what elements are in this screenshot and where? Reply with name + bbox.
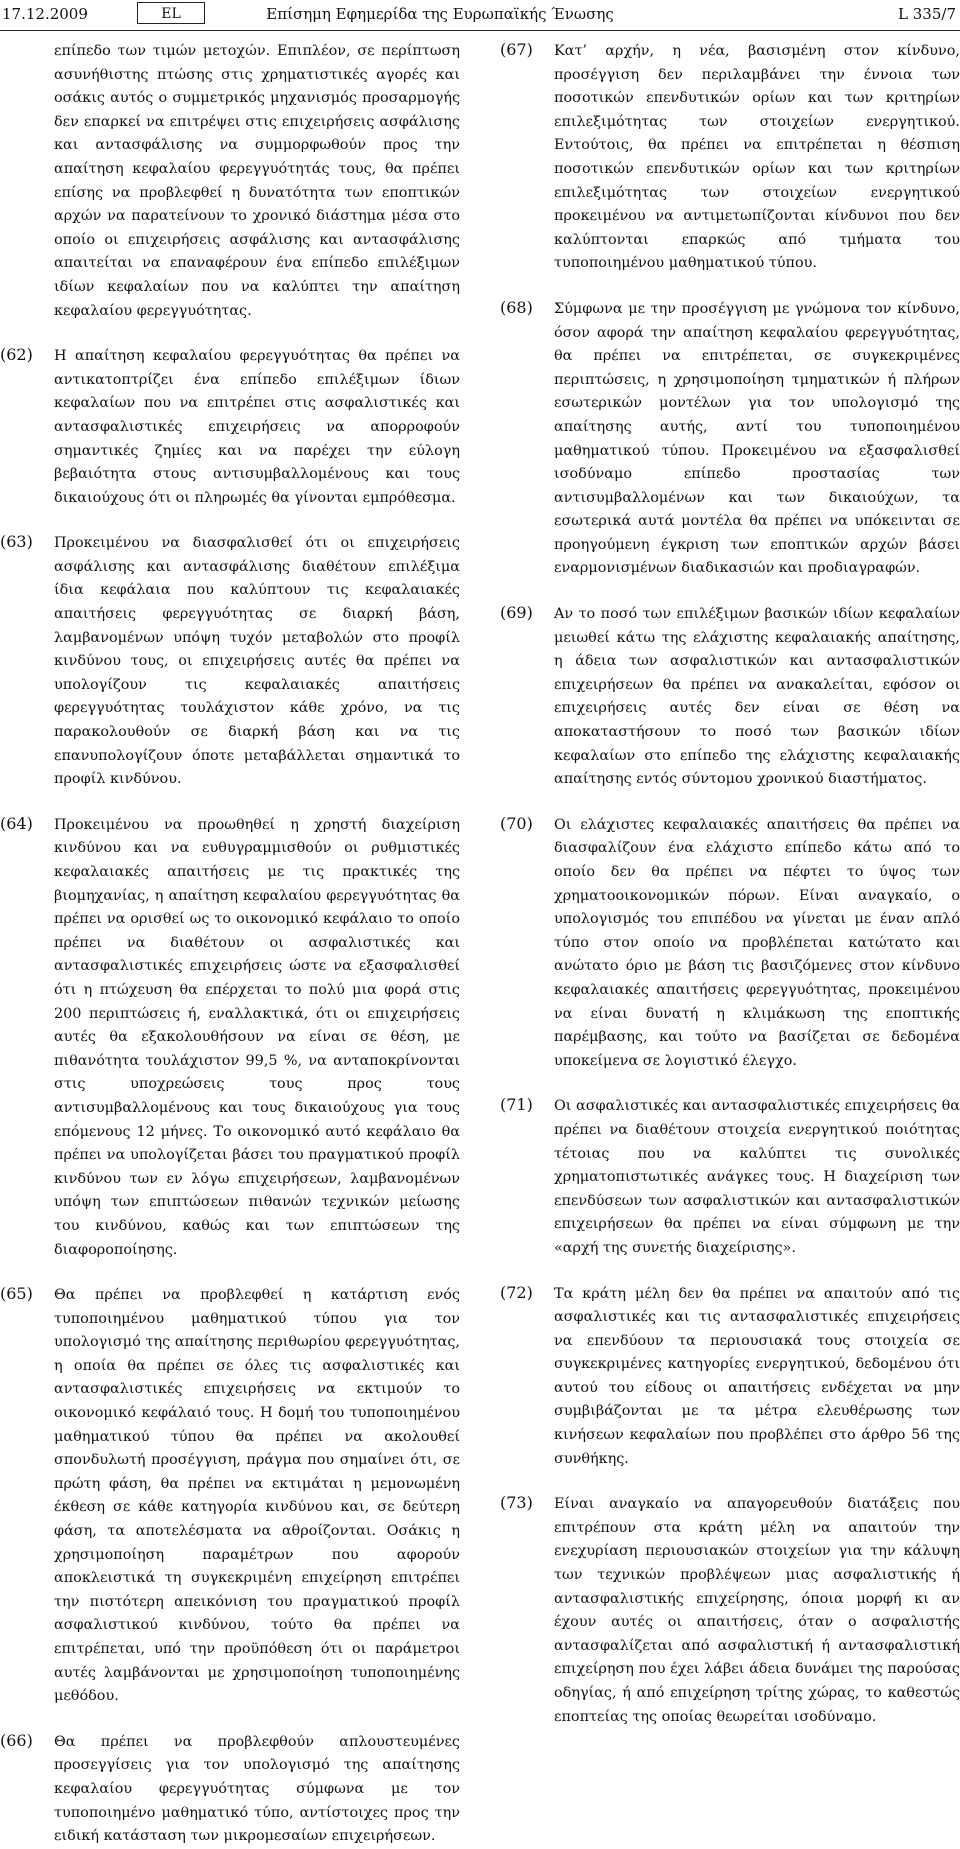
recital-number: (64) (0, 813, 33, 833)
recital-71 (500, 1095, 960, 1260)
publication-date: 17.12.2009 (2, 5, 88, 23)
recital-63 (0, 532, 460, 792)
recital-text: επίπεδο των τιμών μετοχών. Επιπλέον, σε περίπτωση ασυνήθιστης πτώσης στις χρηματιστικές αγορές και οσάκις αυτός ο συμμετρικός μηχανισμός προσαρμογής δεν επαρκεί να επιτρέψει στις επιχειρήσεις ασφάλισης και αντασφάλισης να συμμορφωθούν προς την απαίτηση κεφαλαίου φερεγγυότητάς τους, θα πρέπει επίσης να προβλεφθεί η δυνατότητα των εποπτικών αρχών να παρατείνουν το χρονικό διάστημα μέσα στο οποίο οι επιχειρήσεις ασφάλισης και αντασφάλισης απαιτείται να επαναφέρουν ένα επίπεδο επιλέξιμων ιδίων κεφαλαίων που να καλύπτει την απαίτηση κεφαλαίου φερεγγυότητας. (54, 43, 460, 319)
recital-64 (0, 814, 460, 1262)
recital-number: (72) (500, 1282, 533, 1302)
recital-text: Θα πρέπει να προβλεφθούν απλουστευμένες προσεγγίσεις για τον υπολογισμό της απαίτησης κεφαλαίου φερεγγυότητας σύμφωνα με τον τυποποιημένο μαθηματικό τύπο, αντίστοιχες προς την ειδική κατάσταση των μικρομεσαίων επιχειρήσεων. (54, 1733, 460, 1845)
recital-text: Οι ασφαλιστικές και αντασφαλιστικές επιχειρήσεις θα πρέπει να διαθέτουν στοιχεία ενεργητικού ποιότητας τέτοιας που να καλύπτει τις συνολικές χρηματοπιστωτικές ανάγκες τους. Η διαχείριση των επενδύσεων των ασφαλιστικών και αντασφαλιστικών επιχειρήσεων θα πρέπει να είναι σύμφωνη με την «αρχή της συνετής διαχείρισης». (554, 1098, 960, 1256)
page-reference: L 335/7 (898, 5, 956, 23)
recital-73 (500, 1493, 960, 1729)
recital-number: (65) (0, 1284, 33, 1304)
recital-number: (67) (500, 40, 533, 59)
recital-text: Σύμφωνα με την προσέγγιση με γνώμονα τον κίνδυνο, όσον αφορά την απαίτηση κεφαλαίου φερεγγυότητας, θα πρέπει να επιτρέπεται, σε συγκεκριμένες περιπτώσεις, η χρησιμοποίηση τμηματικών ή πλήρων εσωτερικών μοντέλων για τον υπολογισμό της απαίτησης αυτής, αντί του τυποποιημένου μαθηματικού τύπου. Προκειμένου να εξασφαλισθεί ισοδύναμο επίπεδο προστασίας των αντισυμβαλλομένων και των δικαιούχων, τα εσωτερικά αυτά μοντέλα θα πρέπει να υπόκεινται σε προηγούμενη έγκριση των εποπτικών αρχών βάσει εναρμονισμένων διαδικασιών και προδιαγραφών. (554, 300, 960, 577)
recital-text: Είναι αναγκαίο να απαγορευθούν διατάξεις που επιτρέπουν στα κράτη μέλη να απαιτούν την ενεχυρίαση περιουσιακών στοιχείων για την κάλυψη των τεχνικών προβλέψεων μιας ασφαλιστικής ή αντασφαλιστικής επιχείρησης, όποια μορφή κι αν έχουν αυτές οι απαιτήσεις, όταν ο ασφαλιστής αντασφαλίζεται από ασφαλιστική ή αντασφαλιστική επιχείρηση που έχει λάβει άδεια δυνάμει της παρούσας οδηγίας, ή από επιχείρηση τρίτης χώρας, το καθεστώς εποπτείας της οποίας θεωρείται ισοδύναμο. (554, 1496, 960, 1725)
recital-number: (73) (500, 1493, 533, 1513)
recital-number: (70) (500, 813, 533, 833)
recital-text: Προκειμένου να διασφαλισθεί ότι οι επιχειρήσεις ασφάλισης και αντασφάλισης διαθέτουν επιλέξιμα ίδια κεφάλαια που καλύπτουν τις κεφαλαιακές απαιτήσεις φερεγγυότητας σε διαρκή βάση, λαμβανομένων υπόψη τυχόν μεταβολών στο προφίλ κινδύνου τους, οι επιχειρήσεις αυτές θα πρέπει να υπολογίζουν τις κεφαλαιακές απαιτήσεις φερεγγυότητας τουλάχιστον κάθε χρόνο, να τις παρακολουθούν σε διαρκή βάση και να τις επανυπολογίζουν όποτε μεταβάλλεται σημαντικά το προφίλ κινδύνου. (54, 535, 460, 788)
page-header (0, 0, 960, 31)
recital-continued (0, 40, 460, 323)
recital-text: Αν το ποσό των επιλέξιμων βασικών ιδίων κεφαλαίων μειωθεί κάτω της ελάχιστης κεφαλαιακής απαίτησης, η άδεια των ασφαλιστικών και αντασφαλιστικών επιχειρήσεων θα πρέπει να ανακαλείται, εφόσον οι επιχειρήσεις αυτές δεν είναι σε θέση να αποκαταστήσουν το ποσό των βασικών ιδίων κεφαλαίων στο επίπεδο της ελάχιστης κεφαλαιακής απαίτησης εντός σύντομου χρονικού διαστήματος. (554, 606, 960, 788)
recital-62 (0, 345, 460, 510)
recital-text: Προκειμένου να προωθηθεί η χρηστή διαχείριση κινδύνου και να ευθυγραμμισθούν οι ρυθμιστικές κεφαλαιακές απαιτήσεις με τις πρακτικές της βιομηχανίας, η απαίτηση κεφαλαίου φερεγγυότητας θα πρέπει να ορισθεί ως το οικονομικό κεφάλαιο το οποίο πρέπει να διαθέτουν οι ασφαλιστικές και αντασφαλιστικές επιχειρήσεις ώστε να εξασφαλισθεί ότι η πτώχευση θα επέρχεται το πολύ μια φορά στις 200 περιπτώσεις ή, εναλλακτικά, ότι οι επιχειρήσεις αυτές θα εξακολουθήσουν να είναι σε θέση, με πιθανότητα τουλάχιστον 99,5 %, να ανταποκρίνονται στις υποχρεώσεις τους προς τους αντισυμβαλλομένους και τους δικαιούχους για τους επόμενους 12 μήνες. Το οικονομικό αυτό κεφάλαιο θα πρέπει να υπολογίζεται βάσει του πραγματικού προφίλ κινδύνου των εν λόγω επιχειρήσεων, λαμβανομένων υπόψη των επιπτώσεων πιθανών τεχνικών μείωσης του κινδύνου, καθώς και των επιπτώσεων της διαφοροποίησης. (54, 816, 460, 1258)
recital-number: (62) (0, 345, 33, 365)
recital-72 (500, 1283, 960, 1472)
journal-title: Επίσημη Εφημερίδα της Ευρωπαϊκής Ένωσης (266, 5, 614, 23)
recital-text: Η απαίτηση κεφαλαίου φερεγγυότητας θα πρέπει να αντικατοπτρίζει ένα επίπεδο επιλέξιμων ίδιων κεφαλαίων που να επιτρέπει στις ασφαλιστικές και αντασφαλιστικές επιχειρήσεις να απορροφούν σημαντικές ζημίες και να παρέχει την εύλογη βεβαιότητα στους αντισυμβαλλομένους και τους δικαιούχους ότι οι πληρωμές θα γίνονται εμπρόθεσμα. (54, 348, 460, 506)
recital-text: Τα κράτη μέλη δεν θα πρέπει να απαιτούν από τις ασφαλιστικές και τις αντασφαλιστικές επιχειρήσεις να επενδύουν τα περιουσιακά τους στοιχεία σε συγκεκριμένες κατηγορίες ενεργητικού, δεδομένου ότι αυτού του είδους οι απαιτήσεις ενδέχεται να μην συμβιβάζονται με τα μέτρα ελευθέρωσης των κινήσεων κεφαλαίων που προβλέπει στο άρθρο 56 της συνθήκης. (554, 1285, 960, 1467)
recital-67 (500, 40, 960, 276)
recital-65 (0, 1284, 460, 1709)
left-column (0, 40, 460, 1849)
recital-number: (66) (0, 1730, 33, 1750)
recital-number: (71) (500, 1095, 533, 1115)
recital-text: Κατ’ αρχήν, η νέα, βασισμένη στον κίνδυνο, προσέγγιση δεν περιλαμβάνει την έννοια των ποσοτικών επενδυτικών ορίων και των κριτηρίων επιλεξιμότητας των στοιχείων ενεργητικού. Εντούτοις, θα πρέπει να επιτρέπεται η θέσπιση ποσοτικών επενδυτικών ορίων και των κριτηρίων επιλεξιμότητας των στοιχείων ενεργητικού προκειμένου να αντιμετωπίζονται κίνδυνοι που δεν καλύπτονται επαρκώς από τμήματα του τυποποιημένου μαθηματικού τύπου. (554, 43, 960, 272)
right-column (500, 40, 960, 1729)
recital-70 (500, 814, 960, 1074)
recital-number: (69) (500, 603, 533, 623)
recital-number: (63) (0, 532, 33, 552)
language-badge: EL (137, 2, 205, 24)
recital-number: (68) (500, 297, 533, 317)
recital-69 (500, 603, 960, 792)
recital-text: Θα πρέπει να προβλεφθεί η κατάρτιση ενός τυποποιημένου μαθηματικού τύπου για τον υπολογισμό της απαίτησης περιθωρίου φερεγγυότητας, η οποία θα πρέπει σε όλες τις ασφαλιστικές και αντασφαλιστικές επιχειρήσεις να εκτιμούν το οικονομικό κεφάλαιό τους. Η δομή του τυποποιημένου μαθηματικού τύπου θα πρέπει να ακολουθεί σπονδυλωτή προσέγγιση, πράγμα που σημαίνει ότι, σε πρώτη φάση, θα πρέπει να εκτιμάται η μεμονωμένη έκθεση σε κάθε κατηγορία κινδύνου και, σε δεύτερη φάση, τα αποτελέσματα να αθροίζονται. Οσάκις η χρησιμοποίηση παραμέτρων που αφορούν αποκλειστικά τη συγκεκριμένη επιχείρηση επιτρέπει την πιστότερη απεικόνιση του πραγματικού προφίλ ασφαλιστικού κινδύνου, τούτο θα πρέπει να επιτρέπεται, υπό την προϋπόθεση ότι οι παράμετροι αυτές λαμβάνονται με χρησιμοποίηση τυποποιημένης μεθόδου. (54, 1287, 460, 1705)
recital-68 (500, 298, 960, 581)
recital-66 (0, 1731, 460, 1849)
recital-text: Οι ελάχιστες κεφαλαιακές απαιτήσεις θα πρέπει να διασφαλίζουν ένα ελάχιστο επίπεδο κάτω από το οποίο δεν θα πρέπει να πέφτει το ύψος των χρηματοοικονομικών πόρων. Είναι αναγκαίο, ο υπολογισμός του επιπέδου να γίνεται με έναν απλό τύπο στον οποίο να προβλέπεται κατώτατο και ανώτατο όριο με βάση τις βασιζόμενες στον κίνδυνο κεφαλαιακές απαιτήσεις φερεγγυότητας, προκειμένου να είναι δυνατή η κλιμάκωση της εποπτικής παρέμβασης, και τούτο να βασίζεται σε δεδομένα υποκείμενα σε λογιστικό έλεγχο. (554, 816, 960, 1069)
